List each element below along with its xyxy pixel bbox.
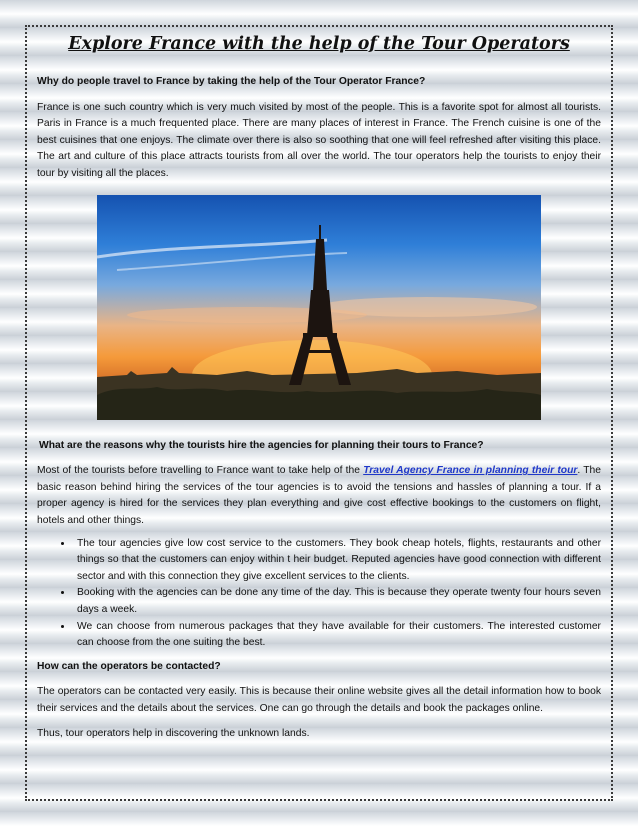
eiffel-tower-illustration	[97, 195, 541, 420]
paragraph-contact: The operators can be contacted very easily. This is because their online website gives all the detail information how to book their services and the details about the services. One can go through the details and book the packages online.	[37, 686, 601, 714]
paragraph-agencies-rest: . The basic reason behind hiring the services of the tour agencies is to avoid the tensions and hassles of planning a tour. If a proper agency is hired for the services they plan everything and give cost effective bookings to the customers on flight, hotels and other things.	[37, 465, 602, 526]
question-why-hire-agencies: What are the reasons why the tourists hire the agencies for planning their tours to France?	[39, 439, 484, 451]
paragraph-agencies	[37, 463, 601, 529]
page-title: Explore France with the help of the Tour Operators	[68, 34, 570, 54]
list-item: • We can choose from numerous packages that they have available for their customers. The interested customer can choose from the one suiting the best.	[73, 619, 601, 652]
list-item: • The tour agencies give low cost service to the customers. They book cheap hotels, flights, restaurants and other things so that the customers can enjoy within t heir budget. Reputed agencies have good connection with different sector and with this connection they give excellent services to the clients.	[73, 536, 601, 586]
question-why-travel: Why do people travel to France by taking the help of the Tour Operator France?	[37, 76, 426, 87]
closing-sentence: Thus, tour operators help in discovering the unknown lands.	[37, 728, 310, 740]
paragraph-agencies-lead: Most of the tourists before travelling to France want to take help of the	[37, 465, 364, 477]
document-body	[37, 74, 601, 743]
list-item: • Booking with the agencies can be done any time of the day. This is because they operate twenty four hours seven days a week.	[73, 585, 601, 618]
paragraph-about-france: France is one such country which is very much visited by most of the people. This is a favorite spot for almost all tourists. Paris in France is a much frequented place. There are many places of interest in France. The French cuisine is one of the best cuisines that one enjoys. The climate over there is also so soothing that one will feel refreshed after visiting this place. The art and culture of this place attracts tourists from all over the world. The tour operators help the tourists to enjoy their tour by visiting all the places.	[37, 101, 601, 179]
reasons-list	[37, 536, 601, 652]
question-how-contact: How can the operators be contacted?	[37, 660, 221, 672]
travel-agency-link[interactable]: Travel Agency France in planning their tour	[363, 465, 578, 477]
eiffel-tower-photo	[97, 195, 541, 420]
